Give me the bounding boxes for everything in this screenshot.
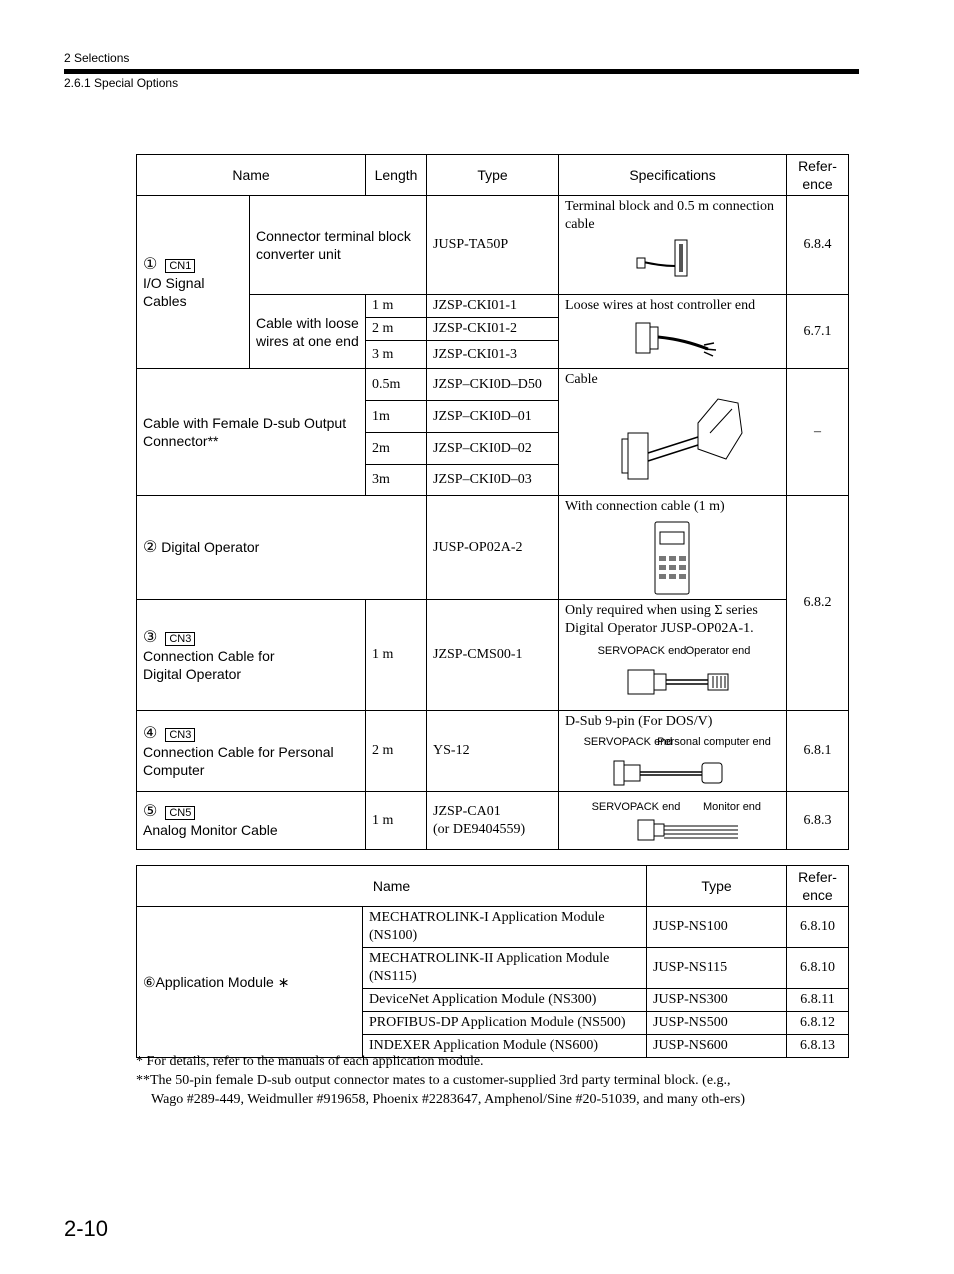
io-cables-name: I/O Signal Cables [143,274,205,309]
digital-operator-cell: ② Digital Operator [137,496,427,600]
op-cable-spec-cell: Only required when using Σ series Digital Operator JUSP-OP02A-1. SERVOPACK end Operator end [559,600,787,711]
table-row: DeviceNet Application Module (NS300) JUSP-NS300 6.8.11 [137,989,849,1012]
col-ref-header: Refer- ence [787,155,849,196]
svg-text:Personal computer end: Personal computer end [656,736,771,748]
table-row: 2m JZSP–CKI0D–02 [137,433,849,465]
dsub-ref: – [787,369,849,496]
op-cable-illustration [568,642,778,698]
cn1-badge: CN1 [165,259,195,273]
table-row: ④ CN3 Connection Cable for Personal Computer 2 m YS-12 D-Sub 9-pin (For DOS/V) SERVOPACK end Personal computer end 6.8.1 [137,711,849,792]
ctb-name: Connector terminal block converter unit [250,196,427,295]
dsub-spec-cell: Cable [559,369,787,496]
col-name-header: Name [137,866,647,907]
table-row: PROFIBUS-DP Application Module (NS500) JUSP-NS500 6.8.12 [137,1012,849,1035]
svg-text:Operator end: Operator end [685,645,750,657]
table-row: MECHATROLINK-II Application Module (NS115) JUSP-NS115 6.8.10 [137,948,849,989]
options-table [136,154,849,850]
digital-operator-spec-cell: With connection cable (1 m) [559,496,787,600]
analog-cable-type: JZSP-CA01 (or DE9404559) [427,792,559,850]
pc-cable-spec-cell: D-Sub 9-pin (For DOS/V) SERVOPACK end Personal computer end [559,711,787,792]
dsub-cable-illustration [598,393,748,485]
op-cable-cell: ③ CN3 Connection Cable for Digital Operator [137,600,366,711]
op-cable-name: Connection Cable for Digital Operator [143,647,275,682]
analog-cable-name: Analog Monitor Cable [143,822,278,838]
footnote-2: **The 50-pin female D-sub output connector mates to a customer-supplied 3rd party terminal block. (e.g., Wago #289-449, Weidmuller #919658, Phoenix #2283647, Amphenol/Sine #20-51039, and many oth-ers) [136,1073,745,1107]
table2-header-row [137,866,849,907]
page-number: 2-10 [64,1216,109,1241]
table-row: Cable with Female D-sub Output Connector** 0.5m JZSP–CKI0D–D50 Cable – [137,369,849,401]
table-row: Cable with loose wires at one end 1 m JZSP-CKI01-1 Loose wires at host controller end 6.7.1 [137,295,849,318]
loose-wire-cable-illustration [628,319,718,359]
ctb-type: JUSP-TA50P [427,196,559,295]
loose-spec-cell: Loose wires at host controller end [559,295,787,369]
col-specs-header: Specifications [559,155,787,196]
table-row: INDEXER Application Module (NS600) JUSP-NS600 6.8.13 [137,1035,849,1058]
analog-cable-spec-cell [559,792,787,850]
analog-ref: 6.8.3 [787,792,849,850]
svg-text:SERVOPACK end: SERVOPACK end [591,801,680,813]
footnotes [136,1052,756,1109]
digital-operator-type: JUSP-OP02A-2 [427,496,559,600]
loose-wires-name: Cable with loose wires at one end [250,295,366,369]
table-row [137,196,849,295]
ctb-spec-cell: Terminal block and 0.5 m connection cable [559,196,787,295]
pc-cable-cell: ④ CN3 Connection Cable for Personal Computer [137,711,366,792]
application-module-table [136,865,849,1058]
svg-text:SERVOPACK end: SERVOPACK end [583,736,672,748]
header-rule [64,69,859,74]
pc-cable-type: YS-12 [427,711,559,792]
col-type-header: Type [647,866,787,907]
cn3-badge: CN3 [165,632,195,646]
col-type-header: Type [427,155,559,196]
digop-ref: 6.8.2 [787,496,849,711]
terminal-block-illustration [633,238,713,278]
chapter-header: 2 Selections [64,51,130,65]
cn3-badge: CN3 [165,728,195,742]
svg-text:SERVOPACK end: SERVOPACK end [597,645,686,657]
footnote-1: * For details, refer to the manuals of each application module. [136,1054,484,1069]
table-row: ③ CN3 Connection Cable for Digital Operator 1 m JZSP-CMS00-1 Only required when using Σ series Digital Operator JUSP-OP02A-1. SERVOPACK end Operator end [137,600,849,711]
pc-ref: 6.8.1 [787,711,849,792]
pc-cable-illustration [568,735,778,789]
table1-header-row [137,155,849,196]
table-row: 1m JZSP–CKI0D–01 [137,401,849,433]
table-row [137,496,849,600]
application-module-group: ⑥Application Module ∗ [137,907,363,1058]
col-ref-header: Refer- ence [787,866,849,907]
io-cables-cell: ① CN1 I/O Signal Cables [137,196,250,369]
col-length-header: Length [366,155,427,196]
analog-cable-cell: ⑤ CN5 Analog Monitor Cable [137,792,366,850]
section-header: 2.6.1 Special Options [64,76,179,90]
table-row: 3m JZSP–CKI0D–03 [137,465,849,496]
col-name-header: Name [137,155,366,196]
table-row: ⑤ CN5 Analog Monitor Cable 1 m JZSP-CA01 (or DE9404559) SERVOPACK end Monitor end 6.8.3 [137,792,849,850]
table-row: 3 m JZSP-CKI01-3 [137,341,849,369]
loose-ref: 6.7.1 [787,295,849,369]
table-row: 2 m JZSP-CKI01-2 [137,318,849,341]
digital-operator-illustration [653,520,693,596]
dsub-cable-name: Cable with Female D-sub Output Connector** [137,369,366,496]
table-row: ⑥Application Module ∗ MECHATROLINK-I Application Module (NS100) JUSP-NS100 6.8.10 [137,907,849,948]
analog-cable-illustration [568,798,778,844]
svg-text:Monitor end: Monitor end [702,801,761,813]
pc-cable-name: Connection Cable for Personal Computer [143,743,334,778]
cn5-badge: CN5 [165,806,195,820]
op-cable-type: JZSP-CMS00-1 [427,600,559,711]
ctb-ref: 6.8.4 [787,196,849,295]
digital-operator-name: Digital Operator [161,539,260,555]
